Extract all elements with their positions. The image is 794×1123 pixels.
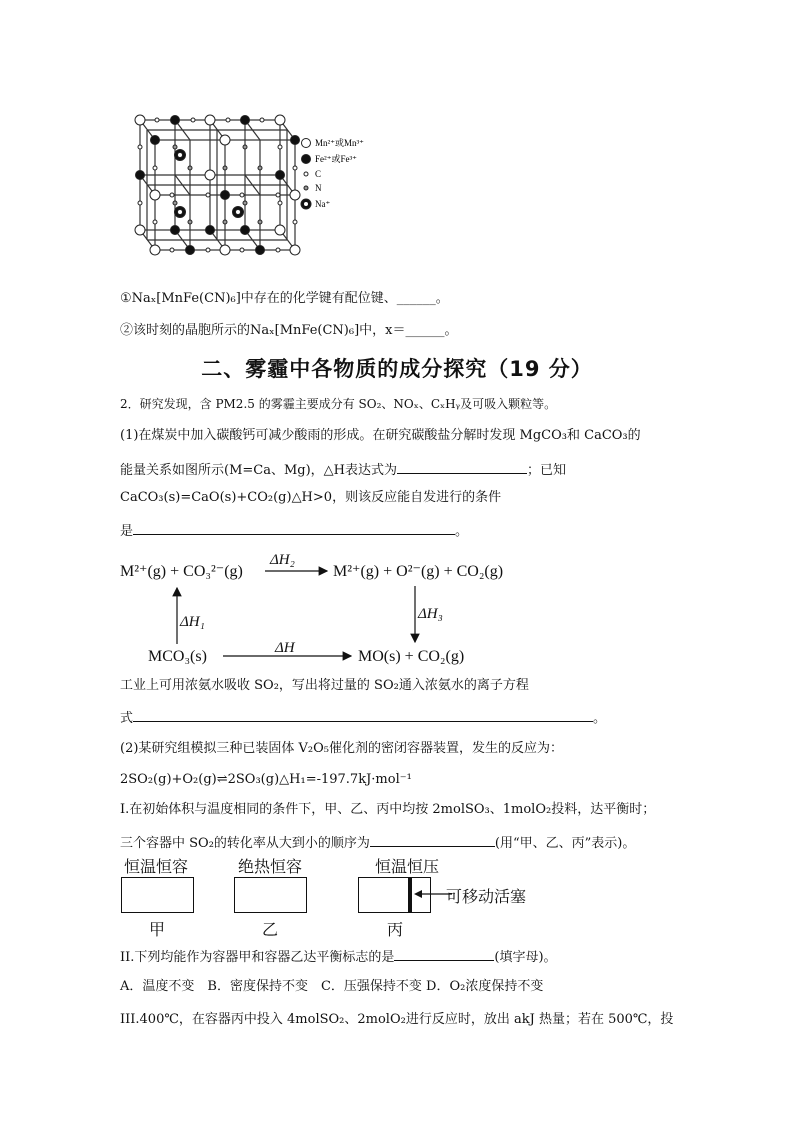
question-2-1-b-text: 能量关系如图所示(M=Ca、Mg)，△H表达式为 (120, 463, 398, 478)
question-2-2-f: A．温度不变 B．密度保持不变 C．压强保持不变 D．O₂浓度保持不变 (120, 979, 544, 994)
container-2-label: 乙 (262, 920, 279, 939)
legend-n: N (315, 183, 322, 193)
question-2-1-d-text: 是 (120, 524, 134, 539)
diagram-dh1: ΔH₁ (180, 614, 205, 630)
diagram-dh: ΔH (275, 640, 295, 656)
question-2-2-e-end: (填字母)。 (494, 950, 557, 965)
diagram-top-right: M²⁺(g) + O²⁻(g) + CO₂(g) (333, 563, 504, 580)
answer-blank-order[interactable] (370, 832, 495, 847)
question-2-2-g: III.400℃，在容器丙中投入 4molSO₂、2molO₂进行反应时，放出 akJ 热量；若在 500℃，投 (120, 1012, 674, 1027)
question-2-2-c: I.在初始体积与温度相同的条件下，甲、乙、丙中均按 2molSO₃、1molO₂投料，达平衡时； (120, 802, 656, 817)
question-2-2-e (120, 946, 557, 967)
legend-fe: Fe²⁺或Fe³⁺ (315, 154, 357, 164)
question-2-1-c: CaCO₃(s)=CaO(s)+CO₂(g)△H>0，则该反应能自发进行的条件 (120, 490, 502, 505)
question-2-1-b (120, 459, 566, 480)
lattice-legend (301, 137, 364, 209)
container-2-title: 绝热恒容 (238, 857, 303, 876)
question-2-1-f-text: 式 (120, 711, 134, 726)
energy-diagram (115, 548, 535, 673)
crystal-lattice-figure (120, 110, 520, 260)
question-2-1-f-end: 。 (593, 711, 607, 726)
legend-mn: Mn²⁺或Mn³⁺ (315, 138, 364, 148)
question-2-2-d-end: (用“甲、乙、丙”表示)。 (494, 836, 636, 851)
container-3-title: 恒温恒压 (375, 857, 440, 876)
question-2-1-d (120, 520, 468, 541)
question-2-1-a: (1)在煤炭中加入碳酸钙可减少酸雨的形成。在研究碳酸盐分解时发现 MgCO₃和 CaCO₃的 (120, 428, 641, 443)
diagram-top-left: M²⁺(g) + CO₃²⁻(g) (120, 563, 243, 580)
container-1-label: 甲 (149, 920, 166, 939)
diagram-bottom-right: MO(s) + CO₂(g) (358, 648, 465, 665)
diagram-bottom-left: MCO₃(s) (148, 648, 207, 665)
question-2-2-d-text: 三个容器中 SO₂的转化率从大到小的顺序为 (120, 836, 370, 851)
question-2-1-f (120, 707, 606, 728)
piston-label: 可移动活塞 (446, 887, 527, 906)
answer-blank-equation[interactable] (133, 707, 593, 722)
container-3-label: 丙 (387, 920, 404, 939)
container-jia (121, 877, 194, 913)
question-2-1-e: 工业上可用浓氨水吸收 SO₂，写出将过量的 SO₂通入浓氨水的离子方程 (120, 678, 529, 693)
answer-blank-equilibrium[interactable] (394, 946, 494, 961)
legend-c: C (315, 169, 322, 179)
question-2-2-e-text: II.下列均能作为容器甲和容器乙达平衡标志的是 (120, 950, 395, 965)
question-1-2: ②该时刻的晶胞所示的Naₓ[MnFe(CN)₆]中，x＝______。 (120, 323, 458, 338)
diagram-dh2: ΔH₂ (270, 552, 295, 568)
question-2-2-b: 2SO₂(g)+O₂(g)⇌2SO₃(g)△H₁=-197.7kJ·mol⁻¹ (120, 772, 412, 787)
question-1-1: ①Naₓ[MnFe(CN)₆]中存在的化学键有配位键、______。 (120, 291, 449, 306)
container-1-title: 恒温恒容 (124, 857, 189, 876)
answer-blank-condition[interactable] (133, 520, 455, 535)
question-2-intro: 2．研究发现，含 PM2.5 的雾霾主要成分有 SO₂、NOₓ、CₓHᵧ及可吸入颗粒等。 (120, 397, 557, 411)
answer-blank-dh[interactable] (397, 459, 527, 474)
question-2-2-a: (2)某研究组模拟三种已装固体 V₂O₅催化剂的密闭容器装置，发生的反应为： (120, 741, 564, 756)
legend-na: Na⁺ (315, 199, 331, 209)
section-title: 二、雾霾中各物质的成分探究（19 分） (201, 357, 593, 381)
piston (408, 878, 412, 912)
question-2-1-d-end: 。 (455, 524, 469, 539)
question-2-1-b-end: ；已知 (527, 463, 567, 478)
container-yi (234, 877, 307, 913)
question-2-2-d (120, 832, 635, 853)
diagram-dh3: ΔH₃ (418, 606, 443, 622)
